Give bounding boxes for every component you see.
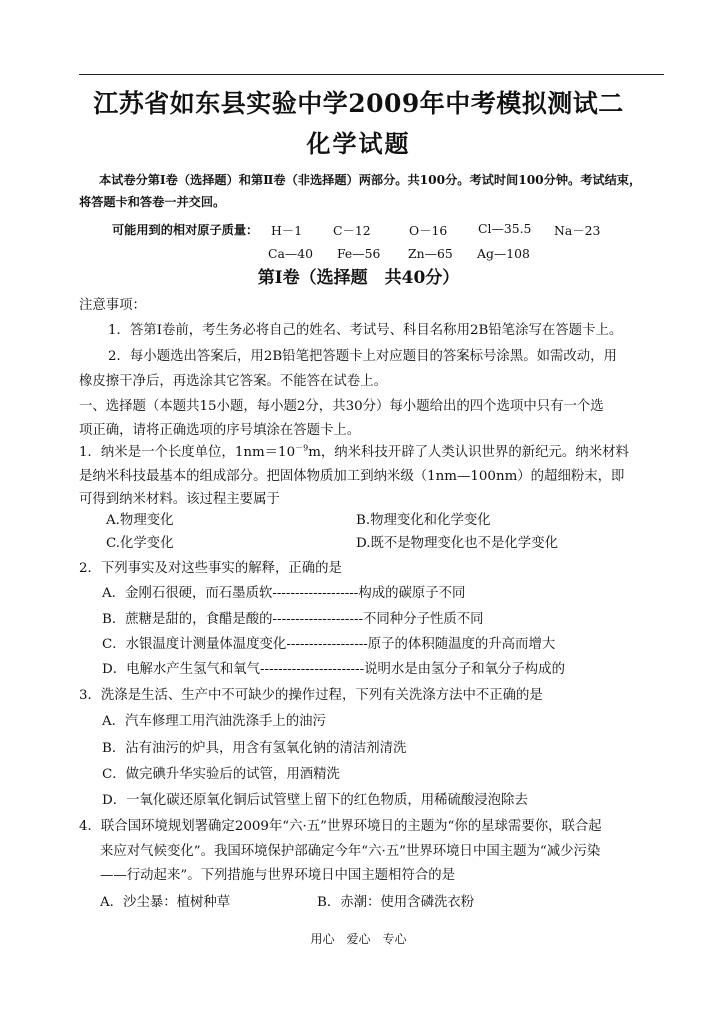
exam-subtitle: 化学试题 [306, 129, 411, 158]
page-footer: 用心 爱心 专心 [310, 932, 407, 946]
q4-line-2: 来应对气候变化”。我国环境保护部确定今年“六·五”世界环境日中国主题为“减少污染 [100, 844, 601, 859]
q3-stem: 3．洗涤是生活、生产中不可缺少的操作过程，下列有关洗涤方法中不正确的是 [79, 688, 543, 703]
q1-line-2: 是纳米科技最基本的组成部分。把固体物质加工到纳米级（1nm—100nm）的超细粉末，即 [79, 469, 625, 484]
q2-option-b: B．蔗糖是甜的，食醋是酸的--------------------不同种分子性质不同 [102, 612, 484, 627]
intro-line-1: 本试卷分第Ⅰ卷（选择题）和第Ⅱ卷（非选择题）两部分。共100分。考试时间100分钟。考试结束， [99, 173, 642, 187]
mass-item: Zn—65 [408, 246, 453, 261]
q4-line-3: ——行动起来”。下列措施与世界环境日中国主题相符合的是 [100, 868, 456, 883]
q2-stem: 2．下列事实及对这些事实的解释，正确的是 [79, 561, 342, 576]
q2-option-d: D．电解水产生氢气和氧气-----------------------说明水是由氢分子和氧分子构成的 [102, 662, 565, 677]
exam-title: 江苏省如东县实验中学2009年中考模拟测试二 [93, 89, 624, 118]
q1-option-d: D.既不是物理变化也不是化学变化 [356, 536, 558, 551]
section-title: 第Ⅰ卷（选择题 共40分） [257, 268, 460, 288]
mass-item: Na－23 [554, 223, 601, 238]
header-rule [79, 74, 664, 75]
mass-item: Fe—56 [337, 246, 381, 261]
note-2-cont: 橡皮擦干净后，再选涂其它答案。不能答在试卷上。 [79, 374, 387, 389]
instructions-line-2: 项正确，请将正确选项的序号填涂在答题卡上。 [79, 423, 361, 438]
q4-option-a: A．沙尘暴：植树种草 [100, 895, 231, 910]
q3-option-a: A．汽车修理工用汽油洗涤手上的油污 [102, 714, 326, 729]
q4-option-b: B．赤潮：使用含磷洗衣粉 [317, 895, 475, 910]
q1-option-b: B.物理变化和化学变化 [356, 513, 491, 528]
q1-option-a: A.物理变化 [106, 513, 174, 528]
mass-item: Cl—35.5 [478, 221, 532, 236]
mass-item: Ag—108 [477, 246, 530, 261]
mass-item: C－12 [333, 223, 371, 238]
q3-option-c: C．做完碘升华实验后的试管，用酒精洗 [102, 767, 340, 782]
masses-label: 可能用到的相对原子质量： [112, 223, 259, 237]
q3-option-b: B．沾有油污的炉具，用含有氢氧化钠的清洁剂清洗 [102, 741, 407, 756]
note-1: 1．答第Ⅰ卷前，考生务必将自己的姓名、考试号、科目名称用2B铅笔涂写在答题卡上。 [108, 323, 623, 338]
intro-line-2: 将答题卡和答卷一并交回。 [79, 195, 226, 209]
note-2: 2．每小题选出答案后，用2B铅笔把答题卡上对应题目的答案标号涂黑。如需改动，用 [108, 349, 617, 364]
q1-line-3: 可得到纳米材料。该过程主要属于 [79, 492, 280, 507]
q2-option-c: C．水银温度计测量体温度变化------------------原子的体积随温度的升高而增大 [102, 637, 556, 652]
q2-option-a: A．金刚石很硬，而石墨质软-------------------构成的碳原子不同 [102, 586, 466, 601]
notes-label: 注意事项： [79, 298, 146, 313]
mass-item: Ca—40 [268, 246, 314, 261]
q1-line-1: 1．纳米是一个长度单位，$1nm=10^{-9}m$，纳米科技开辟了人类认识世界的新纪元。纳米材料 [79, 443, 629, 460]
mass-item: H－1 [271, 223, 303, 238]
q4-line-1: 4．联合国环境规划署确定2009年“六·五”世界环境日的主题为“你的星球需要你，联合起 [79, 819, 602, 834]
mass-item: O－16 [409, 223, 448, 238]
q1-option-c: C.化学变化 [106, 536, 174, 551]
instructions-line-1: 一、选择题（本题共15小题，每小题2分，共30分）每小题给出的四个选项中只有一个选 [79, 399, 604, 414]
q3-option-d: D．一氧化碳还原氧化铜后试管壁上留下的红色物质，用稀硫酸浸泡除去 [102, 793, 528, 808]
